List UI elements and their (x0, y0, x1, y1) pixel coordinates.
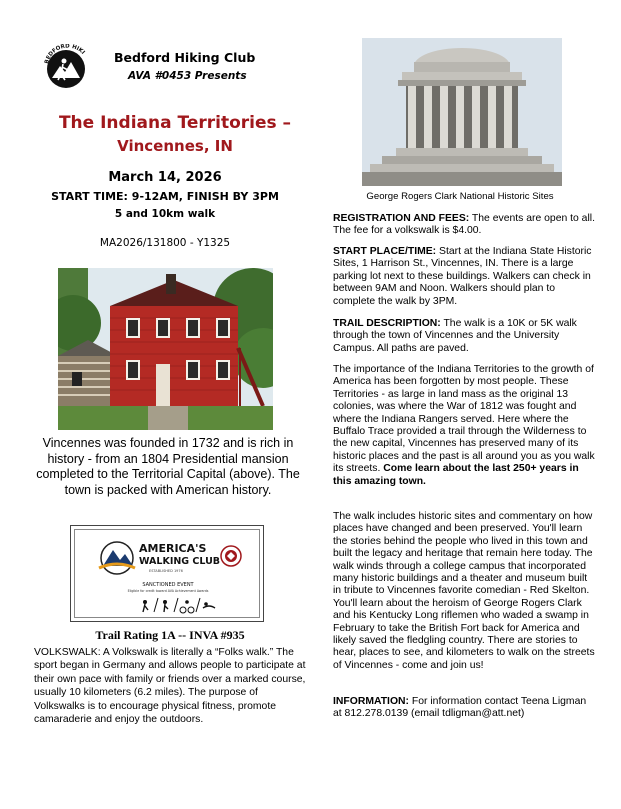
trail-description-label: TRAIL DESCRIPTION: (333, 318, 441, 329)
club-subtitle: AVA #0453 Presents (128, 70, 247, 82)
badge-title-1: AMERICA'S (139, 542, 207, 555)
badge-sanctioned: SANCTIONED EVENT (142, 582, 194, 588)
information-label: INFORMATION: (333, 696, 409, 707)
event-time: START TIME: 9-12AM, FINISH BY 3PM (51, 190, 279, 203)
event-location: Vincennes, IN (117, 137, 233, 155)
trail-description-text: The walk is a 10K or 5K walk through the town of Vincennes and the University Campus. All paths are paved. (333, 318, 577, 354)
activity-icons (143, 598, 215, 613)
event-distance: 5 and 10km walk (114, 208, 216, 220)
badge-title-2: WALKING CLUB (139, 556, 221, 567)
history-bold-text: Come learn about the last 250+ years in this amazing town. (333, 463, 579, 487)
history-paragraph (333, 364, 595, 488)
information-paragraph (333, 696, 595, 721)
club-logo (44, 44, 106, 94)
volkswalk-paragraph (34, 646, 308, 726)
event-date: March 14, 2026 (108, 170, 222, 185)
badge-established: ESTABLISHED 1976 (149, 569, 183, 573)
ava-sanction-badge (70, 525, 264, 622)
intro-paragraph: Vincennes was founded in 1732 and is rich in history - from an 1804 Presidential mansion completed to the Territorial Capital (above). The town is packed with American history. (36, 436, 300, 497)
event-code: MA2026/131800 - Y1325 (99, 237, 231, 249)
registration-paragraph (333, 213, 595, 238)
badge-eligible: Eligible for credit toward AVA Achievement Awards (127, 589, 209, 593)
monument-photo (362, 38, 562, 186)
event-title: The Indiana Territories – (58, 113, 292, 133)
registration-label: REGISTRATION AND FEES: (333, 213, 470, 224)
club-name: Bedford Hiking Club (114, 50, 256, 65)
walk-paragraph: The walk includes historic sites and commentary on how places have changed and been preserved. You'll learn the stories behind the people who lived in this town and built the legacy and heritage that remain here today. The walk winds through a college campus that incorporated many historic buildings and a theater and museum built in tribute to Vincennes favorite comedian - Red Skelton. You'll learn about the heroism of George Rogers Clark and his Kentucky Long riflemen who waded a swamp in February to take the British Fort back for America and likely saved the fledgling country. There are stories to hear, places to see, and kilometers to walk on the streets of Vincennes - come and join us! (333, 511, 595, 671)
logo-text: BEDFORD HIKI (44, 44, 86, 65)
trail-description-paragraph (333, 318, 595, 355)
volkswalk-text: A Volkswalk is literally a “Folks walk.” The sport began in Germany and allows people to participate at their own pace with family or friends over a marked course, usually 10 kilometers (6.2 miles). The purpose of Volkswalks is to encourage physical fitness, promote camaraderie and enjoy the outdoors. (34, 647, 306, 726)
registration-text: The events are open to all. The fee for a volkswalk is $4.00. (333, 213, 595, 237)
red-house-photo (58, 268, 273, 430)
monument-caption: George Rogers Clark National Historic Sites (366, 191, 554, 202)
volkswalk-label: VOLKSWALK: (34, 647, 101, 658)
start-place-text: Start at the Indiana State Historic Sites, 1 Harrison St., Vincennes, IN. There is a large parking lot next to these buildings. Walkers can check in between 9AM and Noon. Walkers should plan to complete the walk by 3PM. (333, 246, 592, 307)
information-text: For information contact Teena Ligman at 812.278.0139 (email tdligman@att.net) (333, 696, 587, 720)
start-place-label: START PLACE/TIME: (333, 246, 437, 257)
trail-rating: Trail Rating 1A -- INVA #935 (95, 628, 245, 642)
history-text: The importance of the Indiana Territories to the growth of America has been forgotten by most people. These Territories - as large in land mass as the original 13 colonies, was where the War of 1812 was fought and where the Indiana Rangers served. Here where the Buffalo Trace provided a trail through the Wilderness to the new capital, Vincennes has preserved many of its historic places and the past is all around you as you walk its streets. (333, 364, 595, 475)
start-place-paragraph (333, 246, 595, 308)
